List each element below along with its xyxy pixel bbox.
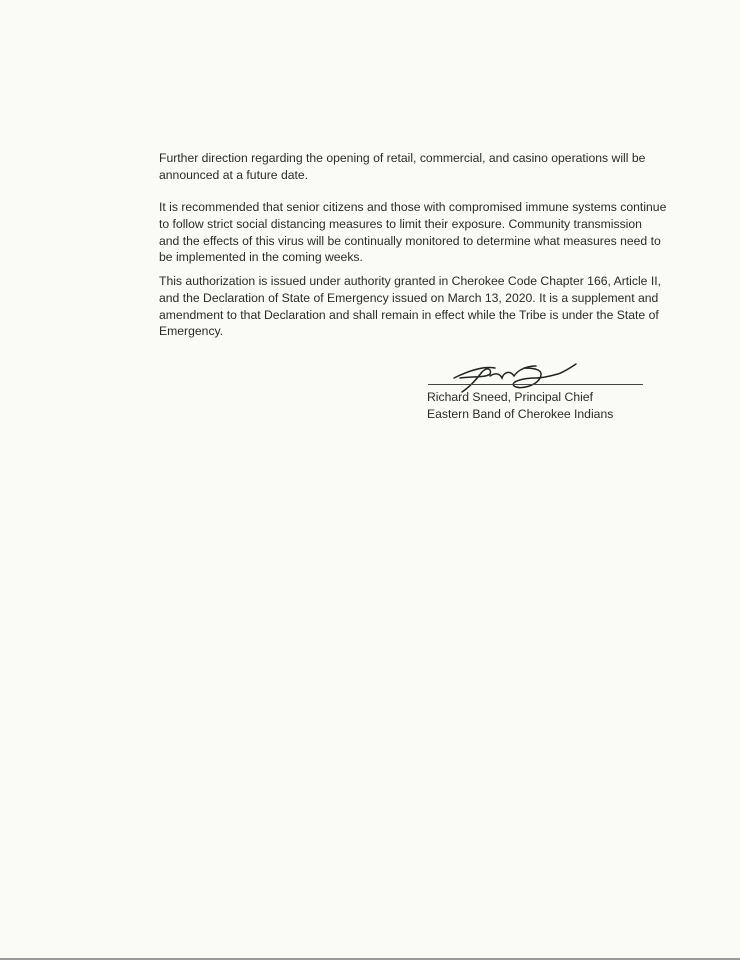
text-line: and the Declaration of State of Emergency issued on March 13, 2020. It is a supplement and: [159, 290, 659, 305]
signer-name-title: Richard Sneed, Principal Chief: [427, 390, 593, 404]
paragraph-authorization: [159, 273, 661, 340]
signature-line: [428, 384, 643, 385]
paragraph-reopening: [159, 150, 645, 184]
text-line: It is recommended that senior citizens and those with compromised immune systems continue: [159, 200, 667, 214]
paragraph-recommendation: [159, 199, 666, 266]
text-line: and the effects of this virus will be continually monitored to determine what measures need to: [159, 233, 661, 248]
signature-block: [427, 389, 613, 422]
text-line: Further direction regarding the opening of retail, commercial, and casino operations will be: [159, 151, 646, 165]
text-line: to follow strict social distancing measures to limit their exposure. Community transmission: [159, 216, 642, 231]
text-line: amendment to that Declaration and shall remain in effect while the Tribe is under the State of: [159, 307, 659, 322]
text-line: be implemented in the coming weeks.: [159, 250, 363, 265]
text-line: announced at a future date.: [159, 167, 309, 182]
text-line: This authorization is issued under authority granted in Cherokee Code Chapter 166, Article II,: [159, 274, 662, 288]
signer-organization: Eastern Band of Cherokee Indians: [427, 406, 614, 421]
text-line: Emergency.: [159, 324, 224, 339]
